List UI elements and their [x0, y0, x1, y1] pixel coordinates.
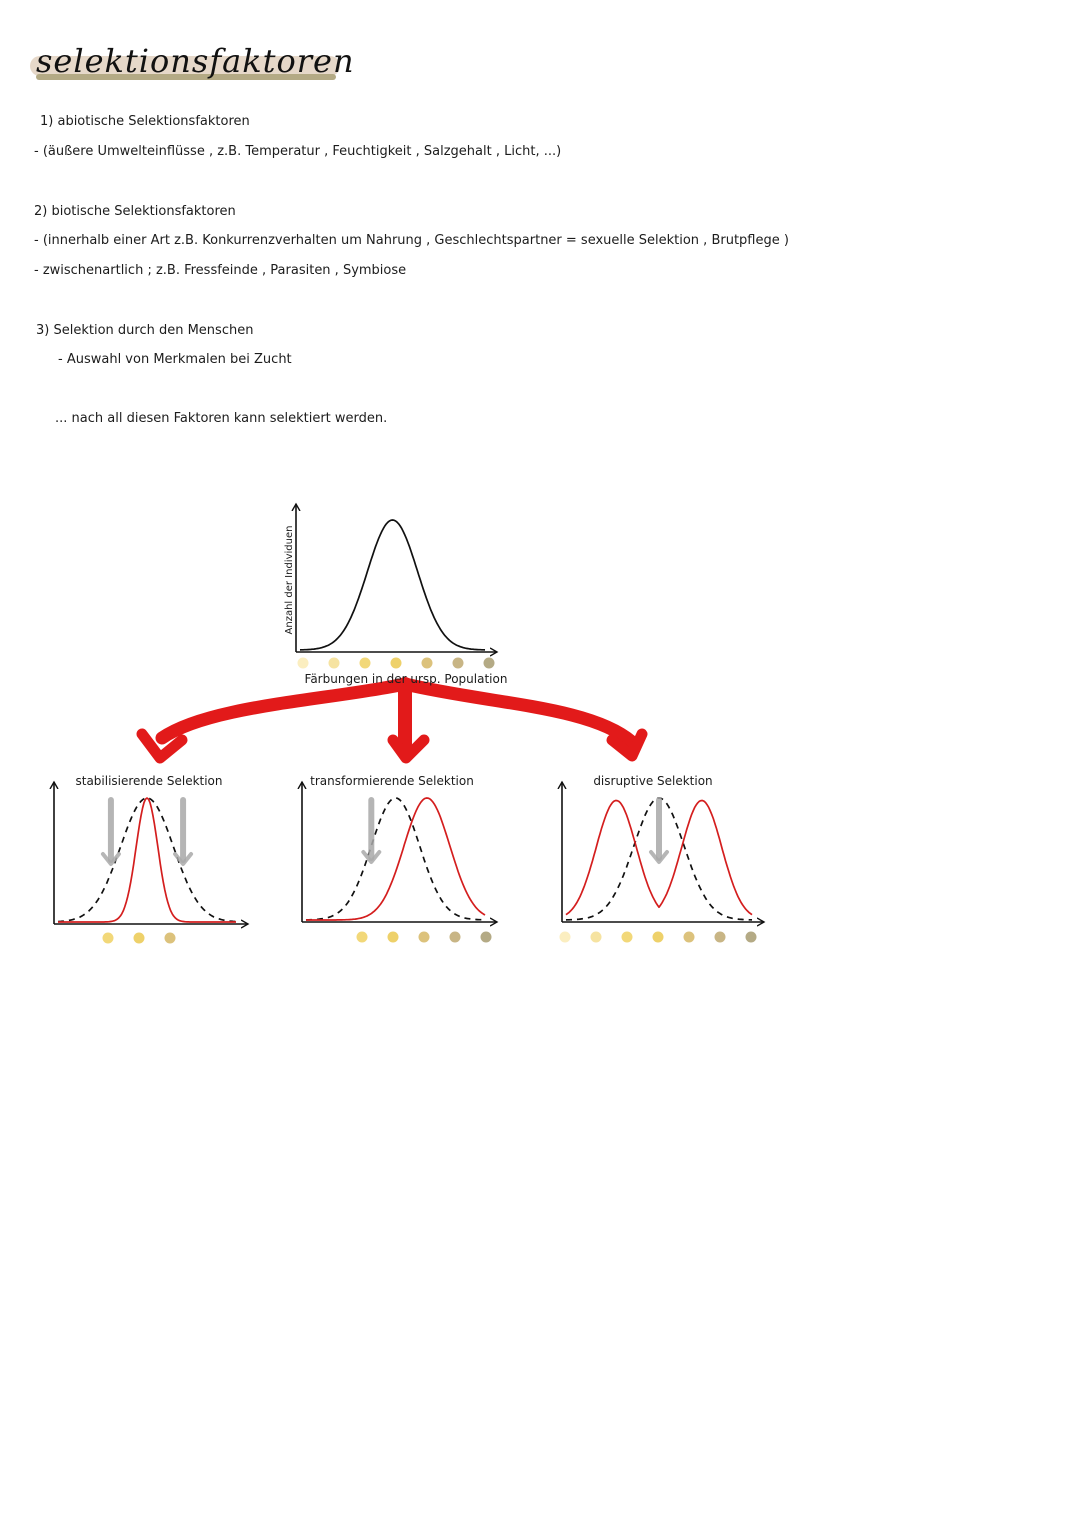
color-dot-1 [560, 932, 571, 943]
section-1-bullet-1: - (äußere Umwelteinflüsse , z.B. Temperatur , Feuchtigkeit , Salzgehalt , Licht, ...) [34, 144, 562, 159]
color-dot-3 [357, 932, 368, 943]
page-title: selektionsfaktoren [36, 42, 355, 80]
curve-vorher [58, 798, 236, 922]
chart-2 [54, 774, 248, 944]
color-dot-5 [419, 932, 430, 943]
color-dot-5 [165, 933, 176, 944]
conclusion-text: ... nach all diesen Faktoren kann selektiert werden. [55, 411, 388, 426]
curve-ursprünglich [300, 520, 485, 650]
branch-arrow-right [405, 684, 632, 742]
color-dot-2 [591, 932, 602, 943]
color-dot-5 [684, 932, 695, 943]
section-2-heading: 2) biotische Selektionsfaktoren [34, 204, 236, 219]
color-dot-6 [715, 932, 726, 943]
y-axis-label: Anzahl der Individuen [284, 525, 295, 635]
chart-3 [302, 774, 497, 943]
chart-4 [560, 774, 765, 943]
color-dot-3 [622, 932, 633, 943]
color-dot-6 [450, 932, 461, 943]
color-dot-4 [653, 932, 664, 943]
color-dot-2 [329, 658, 340, 669]
curve-nachher [58, 798, 236, 922]
x-axis-label: Färbungen in der ursp. Population [304, 672, 508, 686]
chart-1 [284, 504, 507, 686]
section-3-heading: 3) Selektion durch den Menschen [36, 323, 254, 338]
color-dot-7 [484, 658, 495, 669]
chart-title: transformierende Selektion [310, 774, 474, 788]
section-3-bullet-1: - Auswahl von Merkmalen bei Zucht [58, 352, 292, 367]
color-dot-7 [746, 932, 757, 943]
section-1-heading: 1) abiotische Selektionsfaktoren [40, 114, 250, 129]
branch-arrows [142, 684, 642, 758]
color-dot-3 [360, 658, 371, 669]
color-dot-1 [298, 658, 309, 669]
color-dot-6 [453, 658, 464, 669]
curve-nachher [306, 798, 485, 920]
curve-vorher [306, 798, 485, 920]
branch-arrow-left [162, 684, 405, 738]
color-dot-5 [422, 658, 433, 669]
color-dot-7 [481, 932, 492, 943]
color-dot-4 [134, 933, 145, 944]
section-2-bullet-2: - zwischenartlich ; z.B. Fressfeinde , Parasiten , Symbiose [34, 263, 407, 278]
color-dot-3 [103, 933, 114, 944]
color-dot-4 [391, 658, 402, 669]
color-dot-4 [388, 932, 399, 943]
section-2-bullet-1: - (innerhalb einer Art z.B. Konkurrenzverhalten um Nahrung , Geschlechtspartner = sexuelle Selektion , Brutpflege ) [34, 233, 789, 248]
chart-title: stabilisierende Selektion [75, 774, 223, 788]
chart-title: disruptive Selektion [593, 774, 713, 788]
